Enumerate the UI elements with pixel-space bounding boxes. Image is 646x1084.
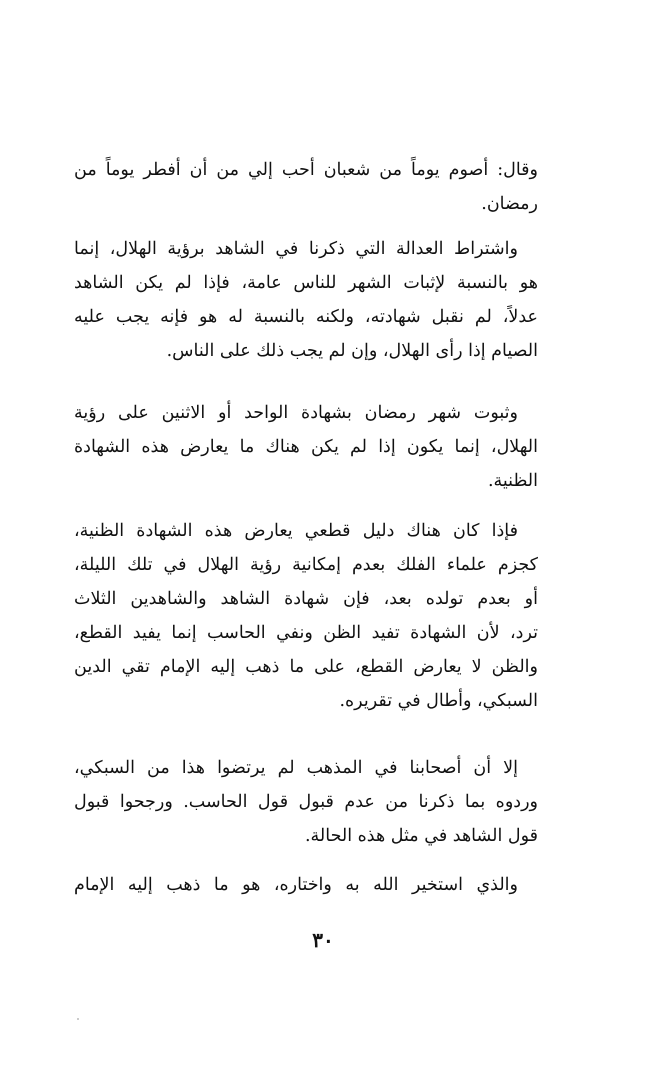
text-line: وردوه بما ذكرنا من عدم قبول قول الحاسب. ورجحوا قبول — [74, 792, 538, 812]
text-line: والذي استخير الله به واختاره، هو ما ذهب إليه الإمام — [74, 875, 518, 895]
text-line: ترد، لأن الشهادة تفيد الظن ونفي الحاسب إنما يفيد القطع، — [74, 623, 538, 643]
text-line: وثبوت شهر رمضان بشهادة الواحد أو الاثنين على رؤية — [74, 403, 518, 423]
text-line: عدلاً، لم نقبل شهادته، ولكنه بالنسبة له هو فإنه يجب عليه — [74, 307, 538, 327]
text-line: الهلال، إنما يكون إذا لم يكن هناك ما يعارض هذه الشهادة — [74, 437, 538, 457]
paragraph-4 — [74, 514, 538, 718]
paragraph-3 — [74, 396, 538, 498]
text-line: والظن لا يعارض القطع، على ما ذهب إليه الإمام تقي الدين — [74, 657, 538, 677]
text-line: إلا أن أصحابنا في المذهب لم يرتضوا هذا من السبكي، — [74, 758, 518, 778]
paragraph-1 — [74, 153, 538, 221]
text-line: قول الشاهد في مثل هذه الحالة. — [304, 826, 538, 846]
text-line: رمضان. — [481, 194, 538, 214]
text-line: هو بالنسبة لإثبات الشهر للناس عامة، فإذا لم يكن الشاهد — [74, 273, 538, 293]
paragraph-5 — [74, 751, 538, 853]
scan-speck — [77, 1018, 79, 1020]
text-line: الظنية. — [487, 471, 538, 491]
text-line: كجزم علماء الفلك بعدم إمكانية رؤية الهلال في تلك الليلة، — [74, 555, 538, 575]
text-line: الصيام إذا رأى الهلال، وإن لم يجب ذلك على الناس. — [166, 341, 538, 361]
text-line: السبكي، وأطال في تقريره. — [339, 691, 538, 711]
paragraph-2 — [74, 232, 538, 368]
text-line: واشتراط العدالة التي ذكرنا في الشاهد برؤية الهلال، إنما — [74, 239, 518, 259]
text-line: أو بعدم تولده بعد، فإن شهادة الشاهد والشاهدين الثلاث — [74, 589, 538, 609]
text-line: وقال: أصوم يوماً من شعبان أحب إلي من أن أفطر يوماً من — [74, 160, 538, 180]
text-line: فإذا كان هناك دليل قطعي يعارض هذه الشهادة الظنية، — [74, 521, 518, 541]
paragraph-6 — [74, 868, 538, 902]
page-number: ٣٠ — [312, 928, 334, 952]
